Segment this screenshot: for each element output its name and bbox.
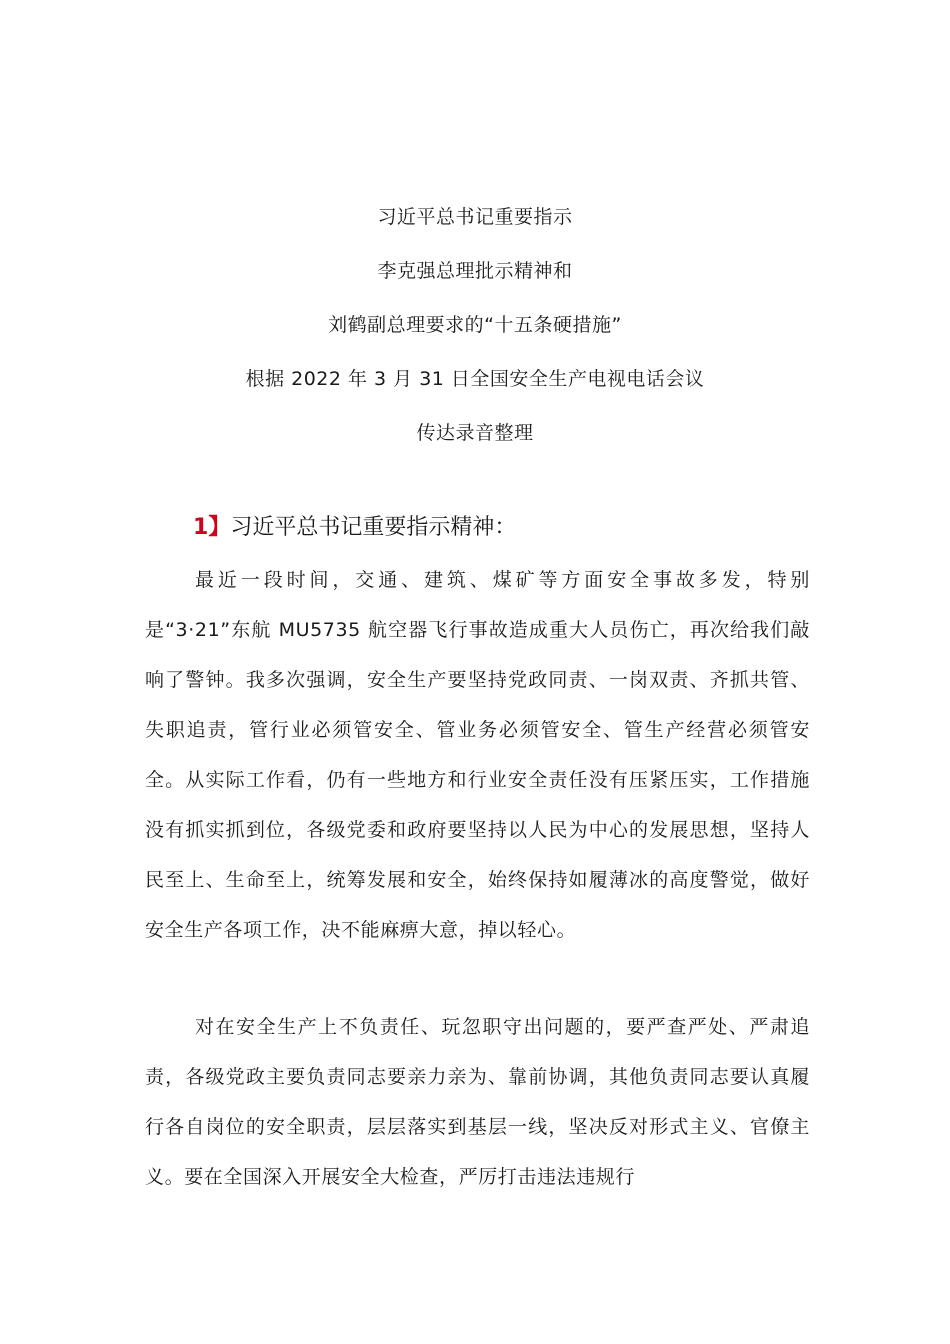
section-number: 1 [193, 515, 209, 540]
title-line-4: 根据 2022 年 3 月 31 日全国安全生产电视电话会议 [245, 368, 705, 390]
body-paragraph-1: 最近一段时间，交通、建筑、煤矿等方面安全事故多发，特别是“3·21”东航 MU5735 航空器飞行事故造成重大人员伤亡，再次给我们敲响了警钟。我多次强调，安全生产要坚持党政同责、一岗双责、齐抓共管、失职追责，管行业必须管安全、管业务必须管安全、管生产经营必须管安全。从实际工作看，仍有一些地方和行业安全责任没有压紧压实，工作措施没有抓实抓到位，各级党委和政府要坚持以人民为中心的发展思想，坚持人民至上、生命至上，统筹发展和安全，始终保持如履薄冰的高度警觉，做好安全生产各项工作，决不能麻痹大意，掉以轻心。 [145, 569, 810, 941]
title-line-5: 传达录音整理 [416, 422, 534, 444]
body-paragraph-2: 对在安全生产上不负责任、玩忽职守出问题的，要严查严处、严肃追责，各级党政主要负责同志要亲力亲为、靠前协调，其他负责同志要认真履行各自岗位的安全职责，层层落实到基层一线，坚决反对形式主义、官僚主义。要在全国深入开展安全大检查，严厉打击违法违规行 [145, 1016, 810, 1188]
title-line-2: 李克强总理批示精神和 [377, 260, 573, 282]
title-line-1: 习近平总书记重要指示 [377, 206, 573, 228]
section-bracket: 】 [208, 515, 231, 540]
document-title [0, 190, 950, 460]
section-1-heading [193, 508, 516, 548]
title-line-3: 刘鹤副总理要求的“十五条硬措施” [328, 314, 622, 336]
section-heading-text: 习近平总书记重要指示精神： [230, 515, 517, 540]
